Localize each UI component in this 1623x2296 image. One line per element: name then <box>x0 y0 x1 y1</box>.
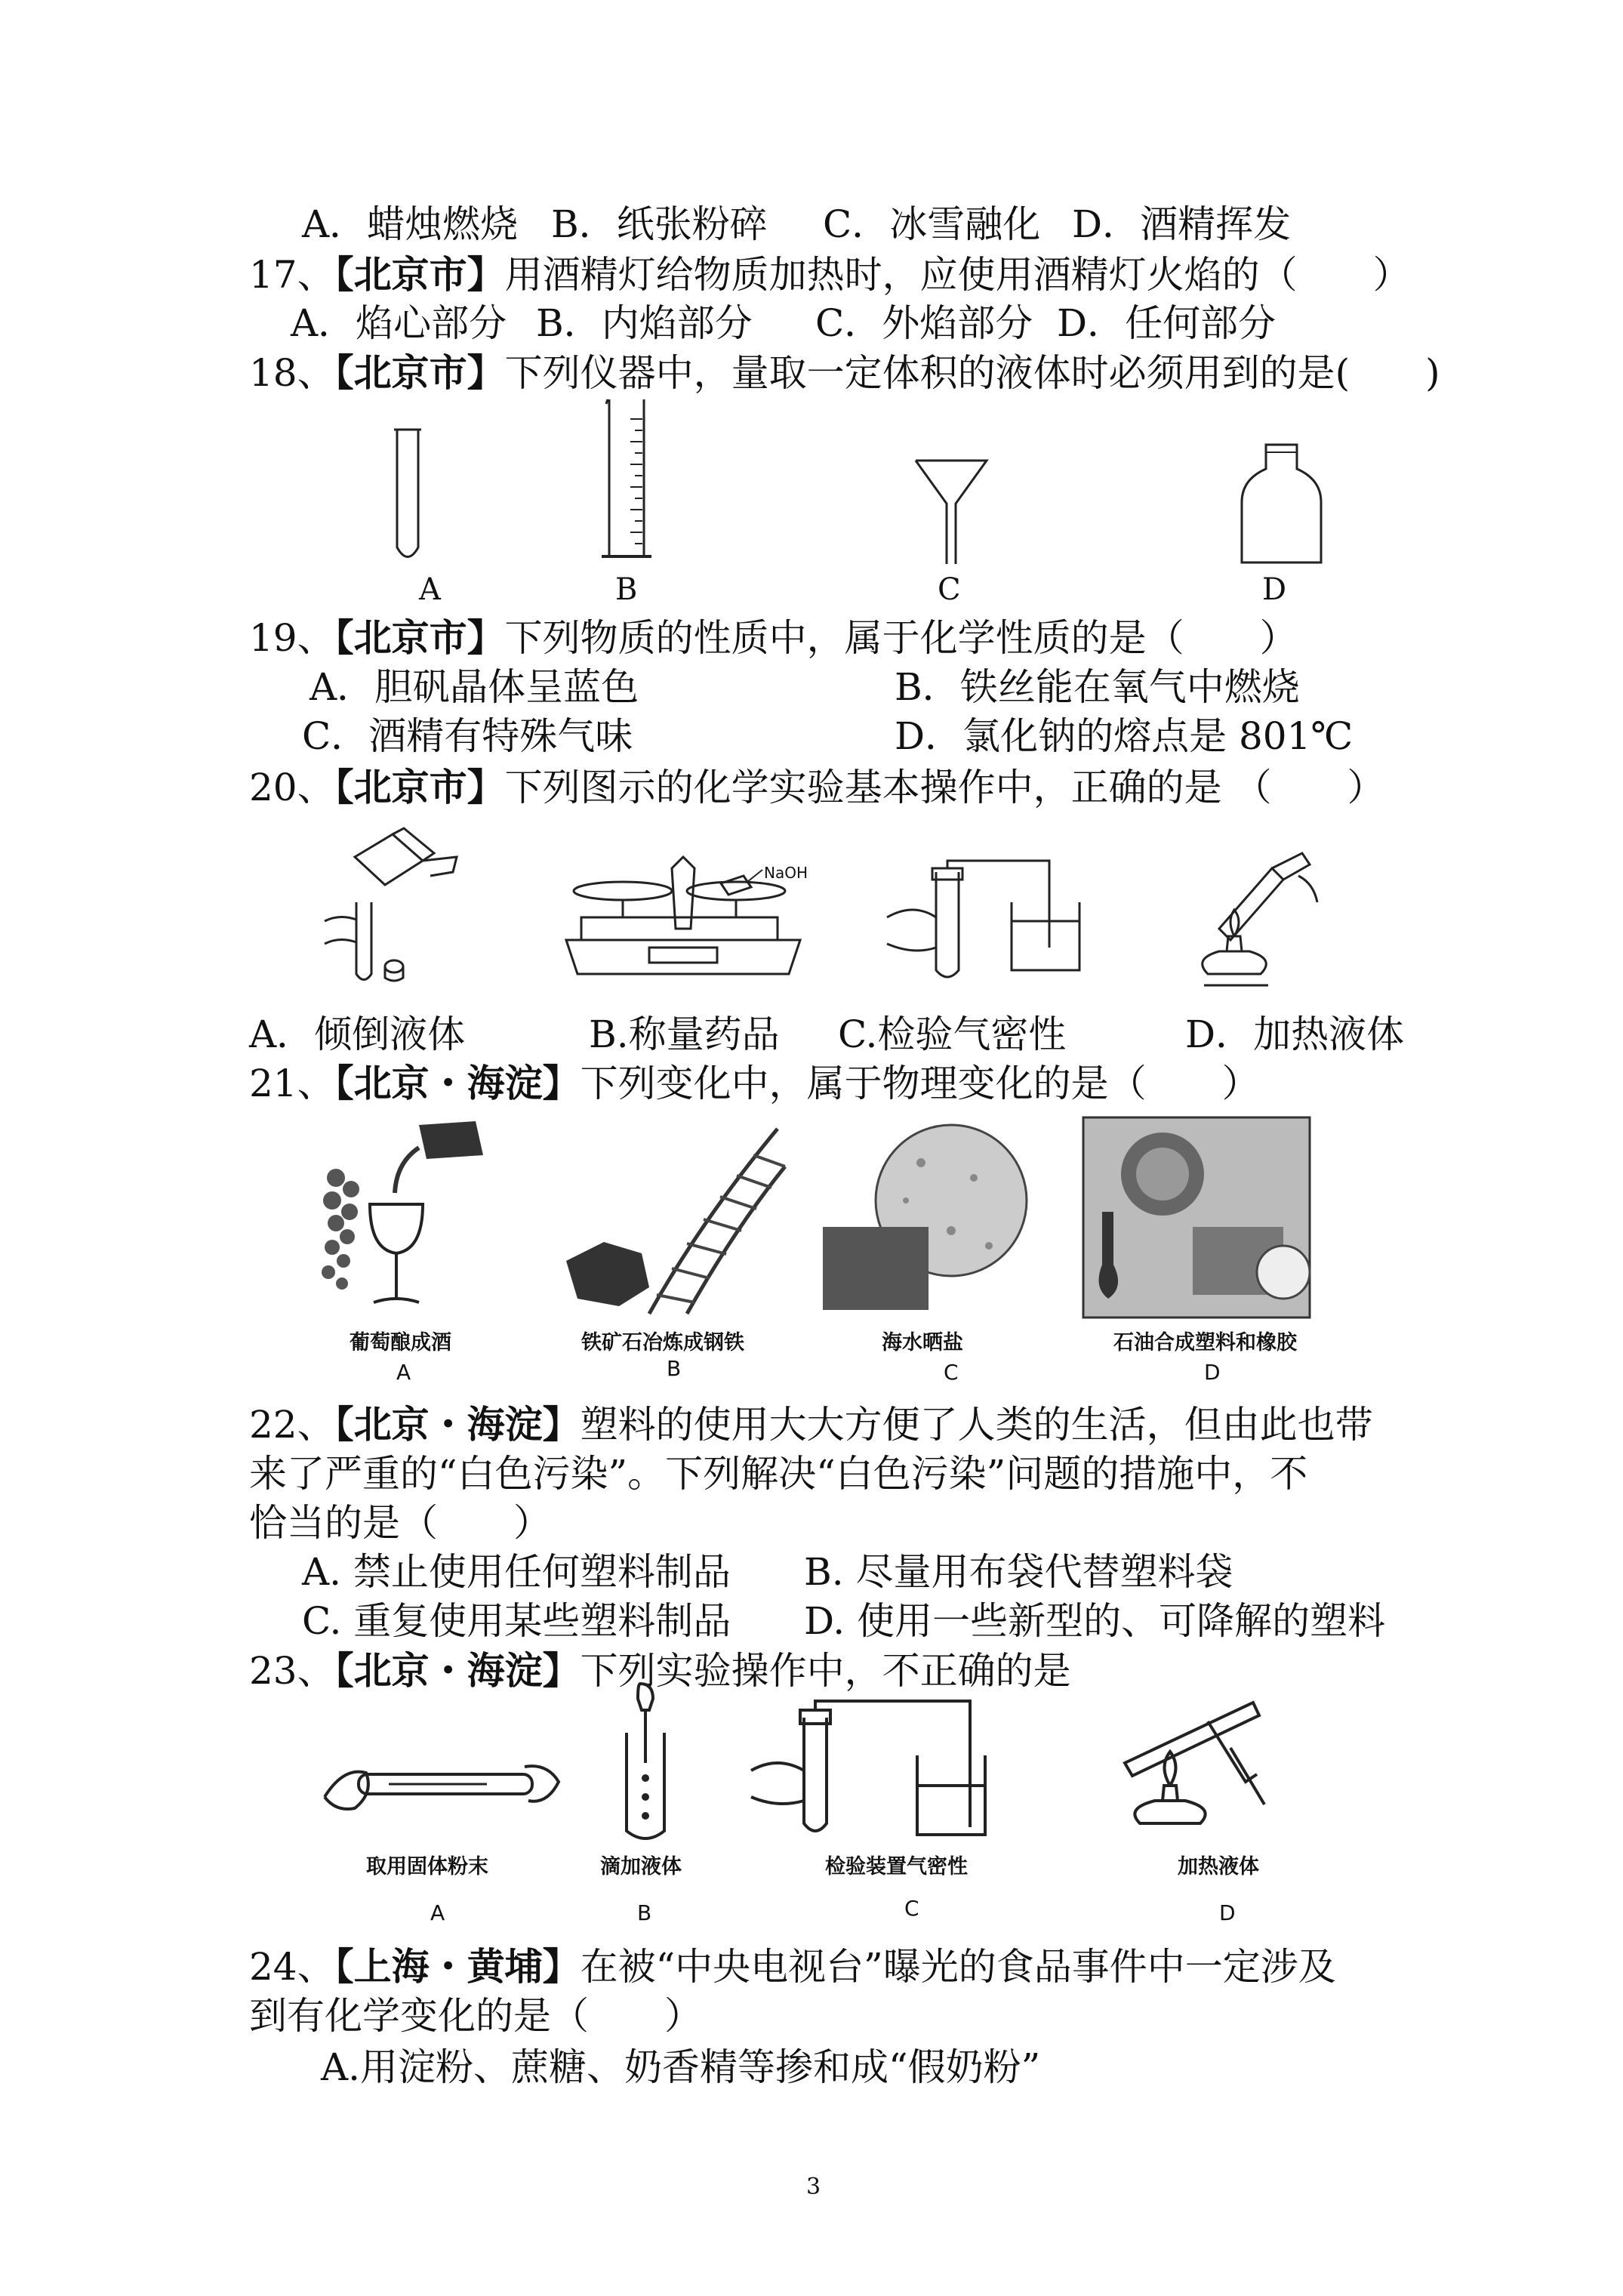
q23-caption-b: 滴加液体 <box>600 1855 682 1878</box>
q23-caption-c: 检验装置气密性 <box>825 1855 968 1878</box>
q22-option-a: A. 禁止使用任何塑料制品 <box>302 1550 731 1594</box>
q21-caption-d: 石油合成塑料和橡胶 <box>1113 1331 1297 1354</box>
q23-stem: 23、【北京・海淀】下列实验操作中，不正确的是 <box>249 1648 1071 1693</box>
q21-label-b: B <box>667 1356 682 1381</box>
q21-caption-c: 海水晒盐 <box>882 1331 963 1354</box>
q20-option-b: B.称量药品 <box>589 1012 780 1056</box>
graduated-cylinder-icon <box>600 396 653 566</box>
q22-option-b: B. 尽量用布袋代替塑料袋 <box>804 1550 1233 1594</box>
q20-stem: 20、【北京市】下列图示的化学实验基本操作中，正确的是 （ ） <box>249 765 1385 809</box>
q18-label-d: D <box>1262 572 1287 607</box>
q21-label-c: C <box>944 1360 959 1385</box>
naoh-label: NaOH <box>764 864 808 882</box>
q22-option-d: D. 使用一些新型的、可降解的塑料 <box>804 1599 1386 1643</box>
q16-option-b: B．纸张粉碎 <box>551 202 768 246</box>
q22-stem-line2: 来了严重的“白色污染”。下列解决“白色污染”问题的措施中，不 <box>249 1452 1308 1496</box>
q24-stem-line2: 到有化学变化的是（ ） <box>249 1994 702 2038</box>
page-number: 3 <box>806 2174 821 2200</box>
apparatus-airtightness-figure <box>744 1695 993 1842</box>
q17-option-a: A．焰心部分 <box>291 301 507 345</box>
q20-option-d: D．加热液体 <box>1185 1012 1405 1056</box>
heating-tube-figure <box>1095 1691 1283 1842</box>
solid-powder-figure <box>321 1752 562 1827</box>
q17-option-b: B．内焰部分 <box>536 301 753 345</box>
q16-option-c: C．冰雪融化 <box>823 202 1041 246</box>
q23-label-d: D <box>1219 1900 1236 1925</box>
q23-label-a: A <box>430 1900 445 1925</box>
q17-option-c: C．外焰部分 <box>815 301 1033 345</box>
sea-salt-figure <box>823 1117 1027 1318</box>
q19-option-c: C．酒精有特殊气味 <box>302 714 633 758</box>
q20-option-c: C.检验气密性 <box>838 1012 1067 1056</box>
airtightness-check-figure <box>883 857 1087 985</box>
q19-option-b: B．铁丝能在氧气中燃烧 <box>895 665 1300 709</box>
q19-stem: 19、【北京市】下列物质的性质中，属于化学性质的是（ ） <box>249 615 1298 660</box>
q21-caption-b: 铁矿石冶炼成钢铁 <box>581 1331 744 1354</box>
reagent-bottle-icon <box>1238 442 1325 566</box>
q18-label-a: A <box>419 572 441 607</box>
q22-option-c: C. 重复使用某些塑料制品 <box>302 1599 731 1643</box>
heating-liquid-figure <box>1174 846 1325 993</box>
iron-ore-steel-figure <box>559 1114 785 1318</box>
q21-label-d: D <box>1204 1360 1221 1385</box>
pouring-liquid-figure <box>310 831 460 993</box>
q24-stem-line1: 24、【上海・黄埔】在被“中央电视台”曝光的食品事件中一定涉及 <box>249 1944 1336 1989</box>
q20-option-a: A．倾倒液体 <box>249 1012 466 1056</box>
q23-caption-a: 取用固体粉末 <box>366 1855 488 1878</box>
q19-option-a: A．胆矾晶体呈蓝色 <box>310 665 639 709</box>
q21-label-a: A <box>396 1360 411 1385</box>
q16-option-a: A．蜡烛燃烧 <box>302 202 519 246</box>
q21-caption-a: 葡萄酿成酒 <box>350 1331 451 1354</box>
q24-option-a: A.用淀粉、蔗糖、奶香精等掺和成“假奶粉” <box>321 2045 1041 2089</box>
q22-stem-line3: 恰当的是（ ） <box>249 1501 551 1545</box>
q23-caption-d: 加热液体 <box>1178 1855 1259 1878</box>
q18-label-b: B <box>615 572 638 607</box>
q17-stem: 17、【北京市】用酒精灯给物质加热时，应使用酒精灯火焰的（ ） <box>249 252 1411 297</box>
q18-stem: 18、【北京市】下列仪器中，量取一定体积的液体时必须用到的是( ) <box>249 350 1440 395</box>
funnel-icon <box>913 457 989 566</box>
q18-label-c: C <box>938 572 961 607</box>
grape-wine-figure <box>313 1117 487 1321</box>
q22-stem-line1: 22、【北京・海淀】塑料的使用大大方便了人类的生活，但由此也带 <box>249 1402 1373 1447</box>
q16-option-d: D．酒精挥发 <box>1072 202 1292 246</box>
petroleum-plastics-figure <box>1079 1114 1313 1321</box>
q17-option-d: D．任何部分 <box>1057 301 1277 345</box>
dropper-figure <box>611 1680 679 1842</box>
q21-stem: 21、【北京・海淀】下列变化中，属于物理变化的是（ ） <box>249 1061 1260 1105</box>
test-tube-icon <box>393 427 423 566</box>
q23-label-b: B <box>637 1900 652 1925</box>
q19-option-d: D．氯化钠的熔点是 801℃ <box>895 714 1354 758</box>
q23-label-c: C <box>904 1896 919 1921</box>
